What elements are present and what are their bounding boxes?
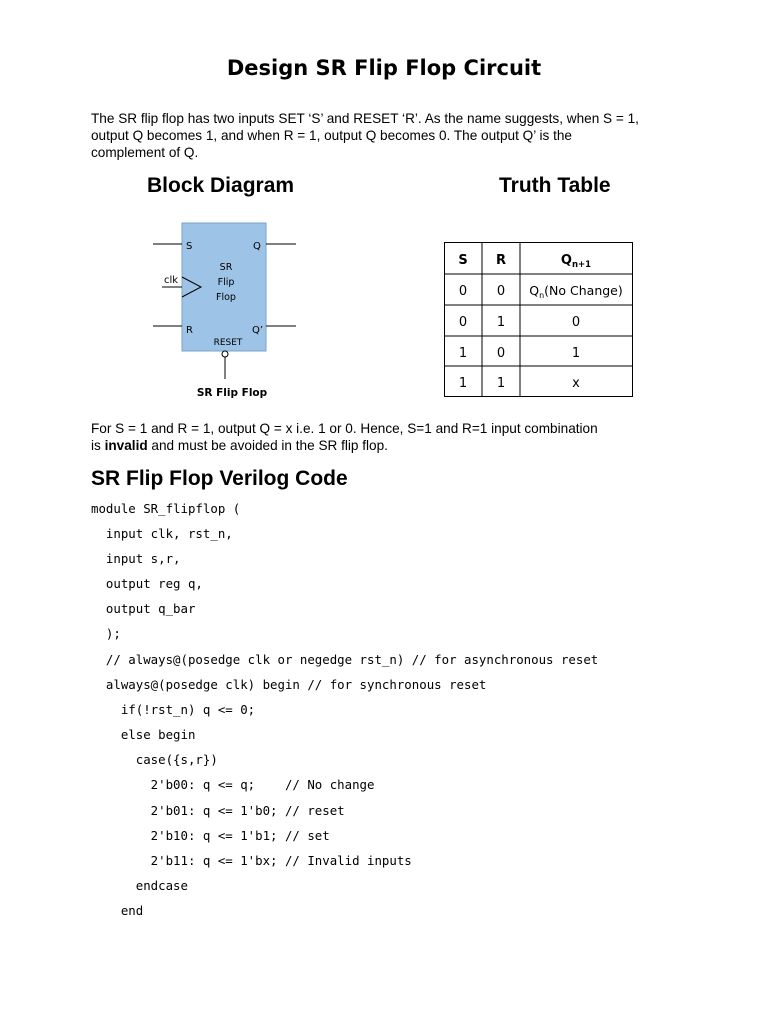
truth-table-heading: Truth Table [499,174,611,197]
table-cell-q [529,283,623,300]
table-header-q-sub: n+1 [571,260,592,270]
code-line: ); [91,626,121,641]
code-line: end [91,903,144,918]
table-cell-q-sub: n [539,291,545,300]
code-line: module SR_flipflop ( [91,501,241,516]
block-diagram-heading: Block Diagram [147,174,295,197]
intro-line-3: complement of Q. [91,145,199,160]
code-line: case({s,r}) [91,752,218,767]
code-line: endcase [91,878,188,893]
table-header-q-main: Q [560,253,572,268]
sr-flip-flop-diagram [148,215,308,405]
invalid-note-post: and must be avoided in the SR flip flop. [147,438,388,453]
table-cell-r: 1 [496,376,506,391]
code-line: 2'b11: q <= 1'bx; // Invalid inputs [91,853,412,868]
code-line: input clk, rst_n, [91,526,233,541]
invalid-note-pre: is [91,438,105,453]
table-cell-q: x [572,376,580,391]
body-label-sr: SR [219,262,233,273]
table-cell-r: 0 [496,284,506,299]
truth-table-border [445,243,633,397]
truth-table [444,242,634,399]
table-cell-q-main: Q [529,283,540,298]
table-cell-r: 0 [496,346,506,361]
code-line: input s,r, [91,551,181,566]
pin-s-label: S [186,241,193,252]
reset-bubble-icon [222,351,228,357]
code-line: 2'b00: q <= q; // No change [91,777,375,792]
pin-qbar-label: Q’ [252,325,264,336]
table-cell-q-tail: (No Change) [544,283,623,298]
table-cell-s: 1 [458,376,468,391]
verilog-code-heading: SR Flip Flop Verilog Code [91,467,348,490]
code-line: output q_bar [91,601,196,616]
table-cell-s: 0 [458,284,468,299]
table-cell-s: 0 [458,315,468,330]
code-line: // always@(posedge clk or negedge rst_n) // for asynchronous reset [91,652,599,667]
intro-line-1: The SR flip flop has two inputs SET ‘S’ and RESET ‘R’. As the name suggests, when S = 1, [91,111,639,126]
reset-label: RESET [213,338,243,348]
pin-q-label: Q [253,241,261,252]
table-cell-r: 1 [496,315,506,330]
code-line: always@(posedge clk) begin // for synchronous reset [91,677,487,692]
table-header-s: S [458,253,468,268]
invalid-keyword: invalid [104,438,148,453]
intro-line-2: output Q becomes 1, and when R = 1, output Q becomes 0. The output Q’ is the [91,128,572,143]
intro-paragraph [91,110,691,161]
code-line: 2'b01: q <= 1'b0; // reset [91,803,345,818]
code-line: output reg q, [91,576,203,591]
pin-clk-label: clk [164,275,179,286]
table-cell-s: 1 [458,346,468,361]
table-header-r: R [495,253,507,268]
code-line: if(!rst_n) q <= 0; [91,702,256,717]
diagram-caption: SR Flip Flop [196,387,268,399]
invalid-note-line-1: For S = 1 and R = 1, output Q = x i.e. 1 or 0. Hence, S=1 and R=1 input combination [91,421,598,436]
body-label-flip: Flip [217,277,235,288]
table-cell-q: 0 [571,315,581,330]
body-label-flop: Flop [216,292,236,303]
invalid-note [91,420,691,454]
page-title: Design SR Flip Flop Circuit [226,56,542,80]
table-cell-q: 1 [571,346,581,361]
pin-r-label: R [186,325,193,336]
code-line: else begin [91,727,196,742]
invalid-note-line-2 [91,437,691,454]
code-line: 2'b10: q <= 1'b1; // set [91,828,330,843]
